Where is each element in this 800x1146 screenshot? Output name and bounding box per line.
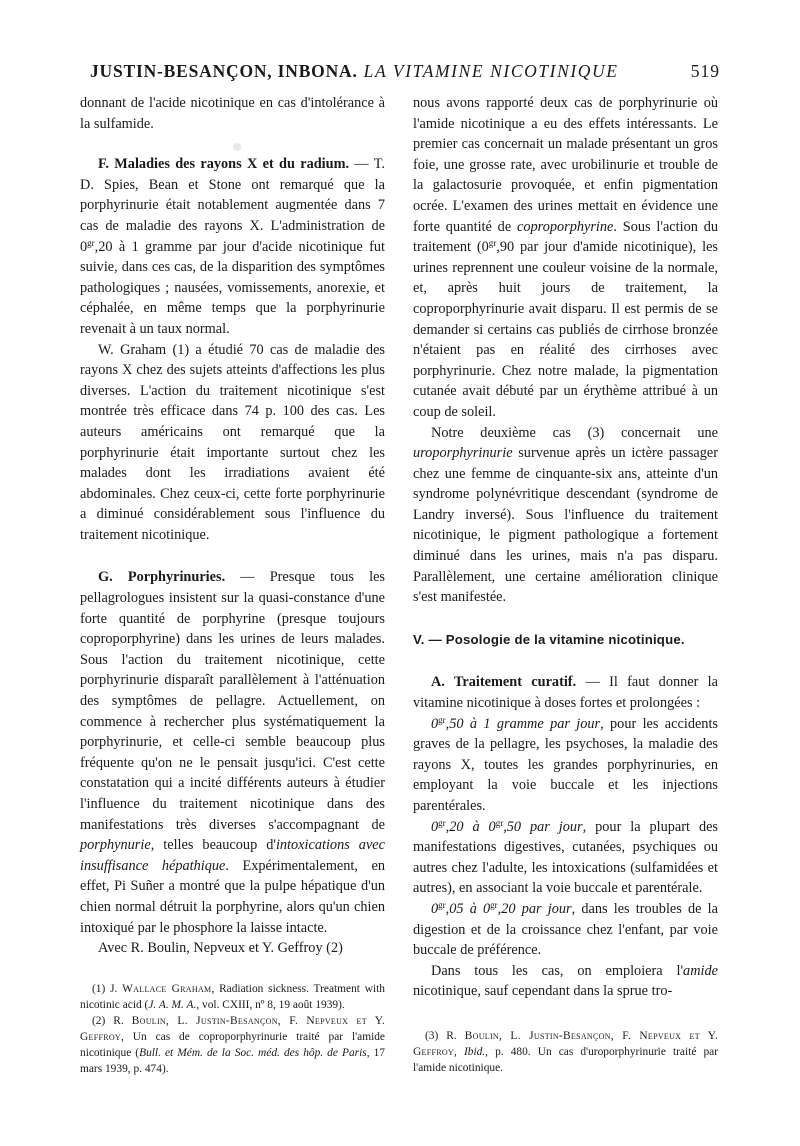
- section-G-paragraph: [80, 567, 385, 938]
- footnote-2-authors: Boulin, L. Justin-Besançon, F. Nepveux et Y. Geffroy: [80, 1014, 385, 1043]
- footnote-1: [80, 981, 385, 1013]
- footnote-2-number: (2) R.: [92, 1014, 132, 1027]
- page-number: 519: [690, 61, 720, 81]
- case-1-text-3: ,90 par jour d'amide nicotinique), les urines reprennent une couleur voisine de la normale, et, après huit jours de traitement, la coproporphyrinurie avait disparu. Il est permis de se demander si certains cas publiés de cirrhose bronzée n'étaient pas en réalité des cirrhoses avec porphyrinurie. Chez notre malade, la pigmentation cutanée avait débuté par un érythème attribué à un coup de soleil.: [413, 239, 718, 420]
- footnote-1-author: Wallace Graham: [122, 982, 212, 995]
- section-G-italic-1: porphynurie: [80, 837, 151, 854]
- footnote-3-ref: , p. 480. Un cas d'uroporphyrinurie traité par l'amide nicotinique.: [413, 1045, 718, 1074]
- section-G-text-1: — Presque tous les pellagrologues insistent sur la quasi-constance d'une forte quantité de porphyrine (presque toujours coproporphyrine) dans les urines de leurs malades. Sous l'action du traitement nicotinique, cette porphyrinurie disparaît parallèlement à l'atténuation des symptômes de pellagre. Actuellement, on commence à rechercher plus systématiquement la porphyrinurie, et celle-ci semble beaucoup plus fréquente qu'on ne le pensait jusqu'ici. C'est cette constatation qui a incité différents auteurs à étudier l'influence du traitement nicotinique dans des manifestations très diverses s'accompagnant de: [80, 569, 385, 833]
- dose-2-paragraph: [413, 817, 718, 899]
- dose-1-amount: 0: [431, 715, 439, 732]
- footnote-2-journal: Bull. et Mém. de la Soc. méd. des hôp. de Paris: [139, 1046, 367, 1059]
- dose-3-range-a: ,05 à 0: [445, 900, 491, 917]
- section-A-heading: A. Traitement curatif.: [431, 674, 577, 691]
- unit-gr: gr: [87, 237, 95, 248]
- section-F-text-1: — T. D. Spies, Bean et Stone ont remarqué que la porphyrinurie était notablement augmentée dans 7 cas de maladie des rayons X. L'administration de 0: [80, 156, 385, 255]
- section-A-paragraph: [413, 672, 718, 713]
- section-F-heading: F. Maladies des rayons X et du radium.: [98, 156, 350, 173]
- unit-gr: gr: [495, 817, 504, 828]
- dose-2-amount: 0: [431, 818, 439, 835]
- footnote-3-sep: ,: [454, 1045, 464, 1058]
- case-2-italic: uroporphyrinurie: [413, 445, 513, 462]
- unit-gr: gr: [490, 899, 498, 910]
- dose-3-range-b: ,20 par jour: [497, 900, 572, 917]
- case-2-text-1: Notre deuxième cas (3) concernait une: [431, 424, 718, 441]
- footnote-3-authors: Boulin, L. Justin-Besançon, F. Nepveux et Y. Geffroy: [413, 1029, 718, 1058]
- case-2-text-2: survenue après un ictère passager chez une femme de cinquante-six ans, atteinte d'un syndrome polynévritique descendant (syndrome de Landry inversé). Sous l'influence du traitement nicotinique, le pigment pathologique a fortement diminué dans les urines, mais n'a pas disparu. Parallèlement, une certaine amélioration clinique s'est manifestée.: [413, 445, 718, 606]
- footnote-2-title: , Un cas de coproporphyrinurie traité par l'amide nicotinique (: [80, 1030, 385, 1059]
- dose-3-text: , dans les troubles de la digestion et de la croissance chez l'enfant, par voie buccale de préférence.: [413, 900, 718, 959]
- footnote-1-journal: J. A. M. A.: [148, 998, 197, 1011]
- case-1-text-2: . Sous l'action du traitement (0: [413, 218, 719, 256]
- final-italic: amide: [683, 962, 718, 979]
- footnote-1-title: , Radiation sickness. Treatment with nicotinic acid (: [80, 982, 385, 1011]
- final-paragraph: [413, 961, 718, 1002]
- dose-1-paragraph: [413, 714, 718, 817]
- footnote-3-number: (3) R.: [425, 1029, 465, 1042]
- final-text-1: Dans tous les cas, on emploiera l': [431, 962, 684, 979]
- footnote-1-number: (1) J.: [92, 982, 123, 995]
- running-header-title: LA VITAMINE NICOTINIQUE: [363, 61, 619, 81]
- paragraph-continuation: donnant de l'acide nicotinique en cas d'intolérance à la sulfamide.: [80, 95, 385, 132]
- section-G-text-2: , telles beaucoup d': [150, 837, 276, 854]
- dose-3-amount: 0: [431, 900, 439, 917]
- section-F-text-2: ,20 à 1 gramme par jour d'acide nicotinique fut suivie, dans ces cas, de la disparition des symptômes pathologiques ; nausées, vomissements, anorexie, et céphalée, en même temps que la porphyrinurie revenait à un taux normal.: [80, 238, 385, 337]
- footnote-2: [80, 1013, 385, 1077]
- footnote-3-ibid: Ibid.: [463, 1045, 486, 1058]
- final-text-2: nicotinique, sauf cependant dans la sprue tro-: [413, 983, 673, 1000]
- footnotes-right: [413, 1028, 718, 1076]
- case-1-text-1: nous avons rapporté deux cas de porphyrinurie où l'amide nicotinique a eu des effets intéressants. Le premier cas concernait un malade présentant un gros foie, une grosse rate, avec urobilinurie et trouble de la galactosurie provoquée, et enfin pigmentation ocrée. L'examen des urines mettait en évidence une forte quantité de: [413, 95, 718, 235]
- dose-2-range-b: ,50 par jour: [503, 818, 583, 835]
- section-A-text: — Il faut donner la vitamine nicotinique à doses fortes et prolongées :: [413, 674, 718, 712]
- unit-gr: gr: [438, 817, 446, 828]
- section-F-paragraph: [80, 154, 385, 339]
- unit-gr: gr: [488, 238, 497, 249]
- case-2-paragraph: [413, 423, 718, 608]
- unit-gr: gr: [438, 714, 446, 725]
- dose-1-text: , pour les accidents graves de la pellagre, les psychoses, la maladie des rayons X, toutes les grandes porphyrinuries, en employant la voie buccale et les injections parentérales.: [413, 715, 718, 814]
- running-header: [90, 58, 720, 84]
- footnote-2-ref: , 17 mars 1939, p. 474).: [80, 1046, 385, 1075]
- case-1-italic: coproporphyrine: [517, 218, 614, 235]
- section-G-heading: G. Porphyrinuries.: [98, 569, 226, 586]
- section-V-heading: V. — Posologie de la vitamine nicotinique.: [413, 631, 685, 647]
- dose-2-range-a: ,20 à 0: [445, 818, 496, 835]
- left-column: [80, 93, 385, 1077]
- section-G-italic-2: intoxications avec insuffisance hépathique: [80, 837, 385, 874]
- unit-gr: gr: [438, 899, 446, 910]
- dose-2-text: , pour la plupart des manifestations digestives, cutanées, psychiques ou autres chez l'adulte, les intoxications (sulfamidées et autres), en associant la voie buccale et parentérale.: [413, 818, 718, 897]
- section-G-text-3: . Expérimentalement, en effet, Pi Suñer a montré que la pulpe hépatique d'un chien normal détruit la porphyrine, alors qu'un chien intoxiqué par le phosphore la laisse intacte.: [80, 857, 385, 936]
- graham-paragraph: W. Graham (1) a étudié 70 cas de maladie des rayons X chez des sujets atteints d'affections les plus diverses. L'action du traitement nicotinique s'est montrée très efficace dans 74 p. 100 des cas. Les auteurs américains ont remarqué que la porphyrinurie était importante surtout chez les malades dont les irradiations avaient été abdominales. Chez ceux-ci, cette forte porphyrinurie a diminué considérablement sous l'influence du traitement nicotinique.: [80, 341, 385, 543]
- footnote-3: [413, 1028, 718, 1076]
- dose-1-range: ,50 à 1 gramme par jour: [445, 715, 601, 732]
- footnote-1-ref: , vol. CXIII, nº 8, 19 août 1939).: [196, 998, 345, 1011]
- case-1-paragraph: [413, 93, 718, 423]
- dose-3-paragraph: [413, 899, 718, 961]
- running-header-authors: JUSTIN-BESANÇON, INBONA.: [90, 61, 358, 81]
- footnotes-left: [80, 981, 385, 1077]
- boulin-paragraph: Avec R. Boulin, Nepveux et Y. Geffroy (2): [98, 940, 343, 957]
- right-column: [413, 93, 718, 1076]
